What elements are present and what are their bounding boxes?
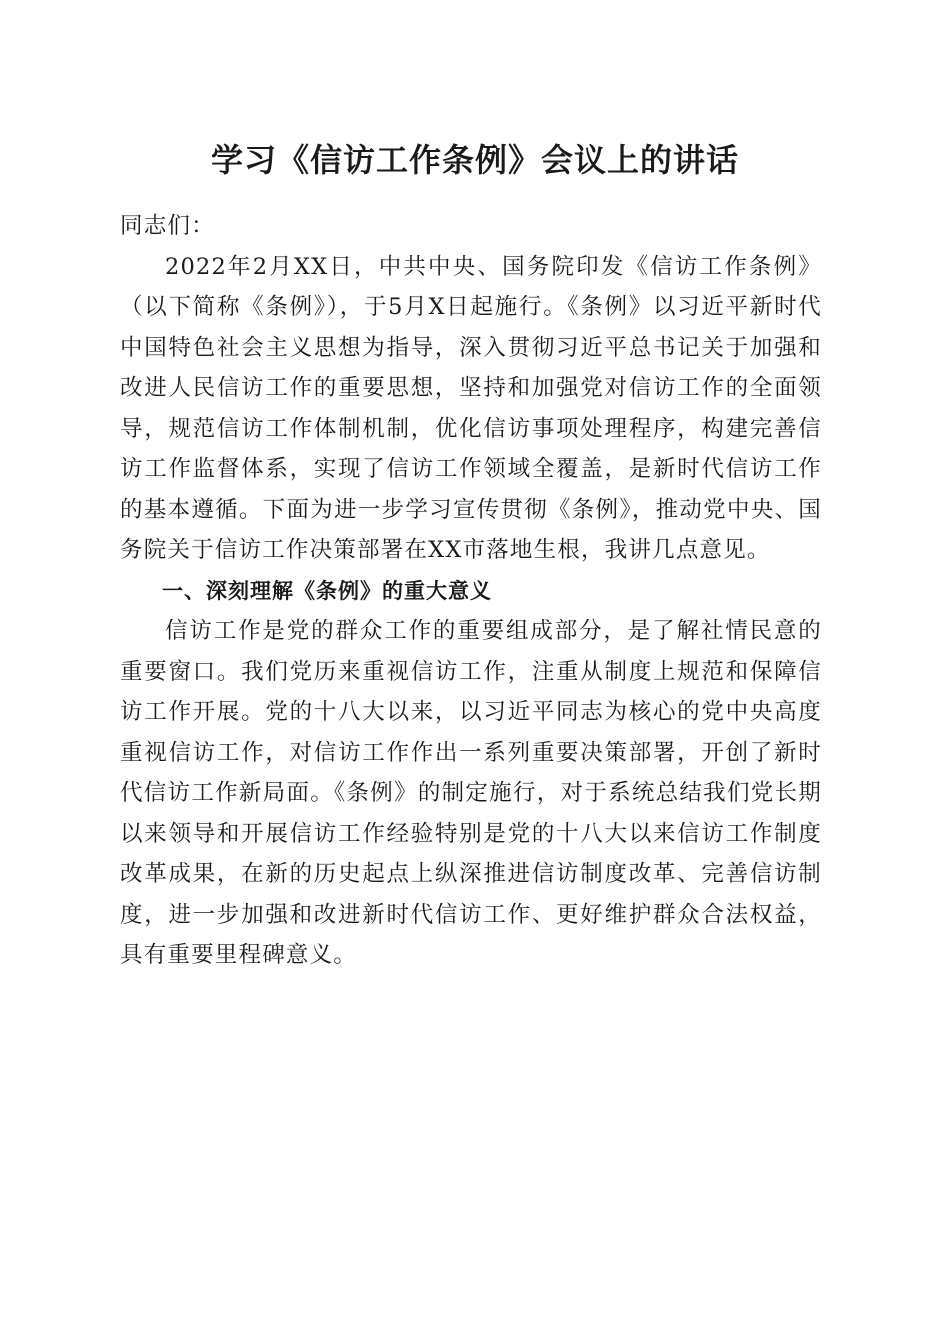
document-title: 学习《信访工作条例》会议上的讲话 [210,141,739,179]
section-1-paragraph: 信访工作是党的群众工作的重要组成部分，是了解社情民意的重要窗口。我们党历来重视信访工作，注重从制度上规范和保障信访工作开展。党的十八大以来，以习近平同志为核心的党中央高度重视信访工作，对信访工作作出一系列重要决策部署，开创了新时代信访工作新局面。《条例》的制定施行，对于系统总结我们党长期以来领导和开展信访工作经验特别是党的十八大以来信访工作制度改革成果，在新的历史起点上纵深推进信访制度改革、完善信访制度，进一步加强和改进新时代信访工作、更好维护群众合法权益，具有重要里程碑意义。 [120,618,822,968]
document-body [120,206,822,976]
intro-paragraph: 2022年2月XX日，中共中央、国务院印发《信访工作条例》（以下简称《条例》），于5月X日起施行。《条例》以习近平新时代中国特色社会主义思想为指导，深入贯彻习近平总书记关于加强和改进人民信访工作的重要思想，坚持和加强党对信访工作的全面领导，规范信访工作体制机制，优化信访事项处理程序，构建完善信访工作监督体系，实现了信访工作领域全覆盖，是新时代信访工作的基本遵循。下面为进一步学习宣传贯彻《条例》，推动党中央、国务院关于信访工作决策部署在XX市落地生根，我讲几点意见。 [120,253,822,563]
salutation: 同志们： [120,213,215,239]
section-heading-1: 一、深刻理解《条例》的重大意义 [162,578,492,603]
